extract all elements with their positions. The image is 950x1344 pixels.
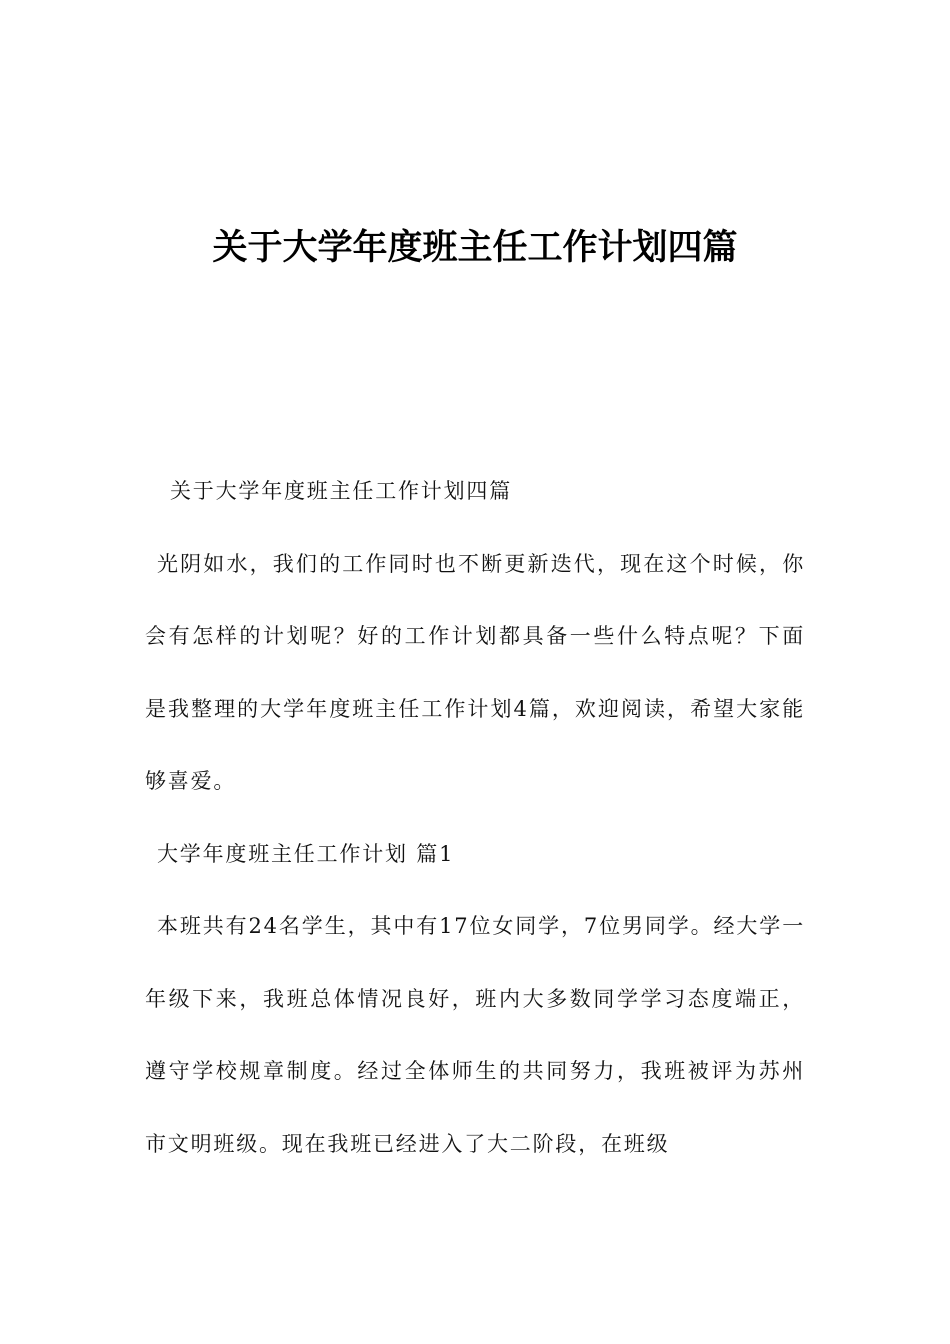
paragraph-subtitle: 关于大学年度班主任工作计划四篇 (170, 479, 512, 503)
paragraph-section-heading: 大学年度班主任工作计划 篇1 (157, 841, 455, 866)
paragraph-intro: 光阴如水，我们的工作同时也不断更新迭代，现在这个时候，你会有怎样的计划呢？好的工作计划都具备一些什么特点呢？下面是我整理的大学年度班主任工作计划4篇，欢迎阅读，希望大家能够喜爱。 (145, 551, 805, 793)
paragraph-section-body: 本班共有24名学生，其中有17位女同学，7位男同学。经大学一年级下来，我班总体情况良好，班内大多数同学学习态度端正，遵守学校规章制度。经过全体师生的共同努力，我班被评为苏州市文明班级。现在我班已经进入了大二阶段，在班级 (145, 914, 805, 1156)
document-body (145, 455, 805, 1180)
document-title: 关于大学年度班主任工作计划四篇 (212, 228, 738, 268)
